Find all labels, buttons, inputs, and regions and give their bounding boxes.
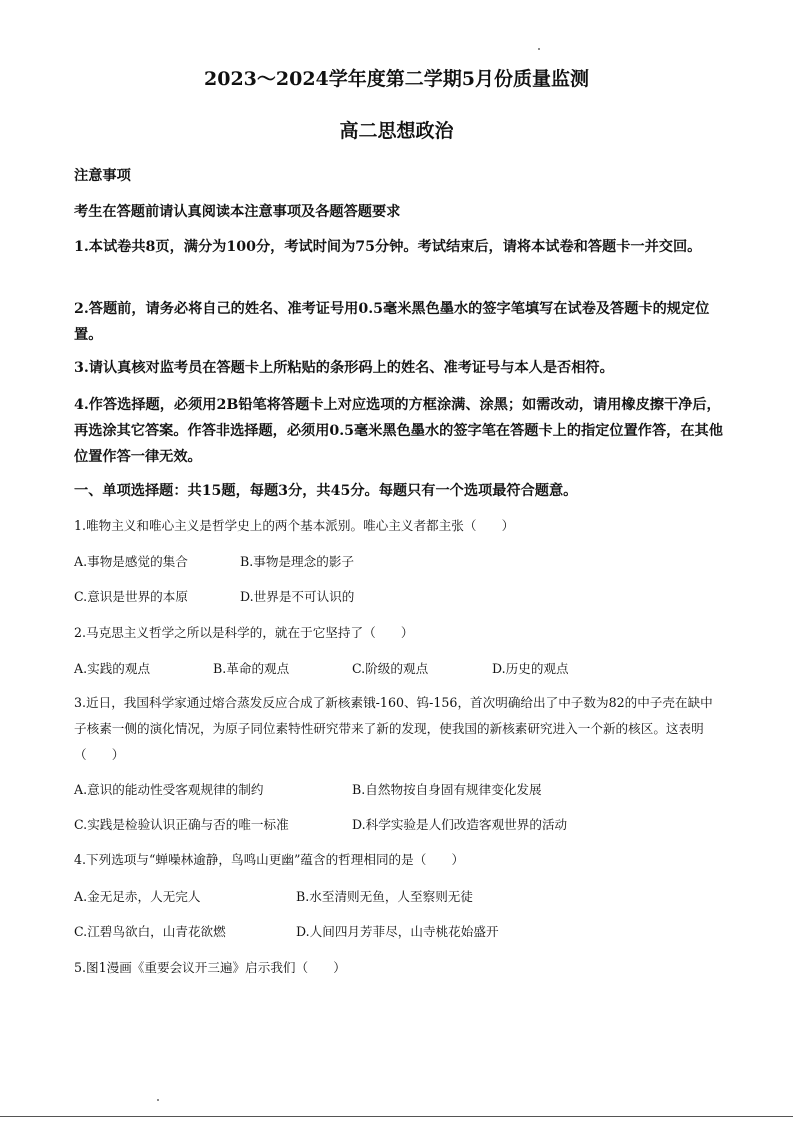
question-4-stem: 4.下列选项与“蝉噪林逾静，鸟鸣山更幽”蕴含的哲理相同的是（ ） bbox=[74, 852, 465, 867]
question-3-option-b: B.自然物按自身固有规律变化发展 bbox=[352, 782, 542, 797]
question-2-option-b: B.革命的观点 bbox=[213, 661, 290, 676]
question-3-stem: 3.近日，我国科学家通过熔合蒸发反应合成了新核素锇-160、钨-156，首次明确给出了中子数为82的中子壳在缺中子核素一侧的演化情况，为原子同位素特性研究带来了新的发现，使我国的新核素研究进入一个新的核区。这表明（ ） bbox=[74, 695, 713, 762]
question-4-option-d: D.人间四月芳菲尽，山寺桃花始盛开 bbox=[296, 924, 499, 939]
notice-item-4: 4.作答选择题，必须用2B铅笔将答题卡上对应选项的方框涂满、涂黑；如需改动，请用橡皮擦干净后，再选涂其它答案。作答非选择题，必须用0.5毫米黑色墨水的签字笔在答题卡上的指定位置作答，在其他位置作答一律无效。 bbox=[74, 397, 723, 465]
question-1-option-a: A.事物是感觉的集合 bbox=[74, 554, 188, 569]
notice-heading: 注意事项 bbox=[74, 168, 131, 184]
question-2-option-c: C.阶级的观点 bbox=[352, 661, 429, 676]
scan-dot bbox=[157, 1099, 159, 1101]
question-3-option-c: C.实践是检验认识正确与否的唯一标准 bbox=[74, 817, 289, 832]
question-2-option-d: D.历史的观点 bbox=[492, 661, 569, 676]
question-4-option-a: A.金无足赤，人无完人 bbox=[74, 889, 201, 904]
scan-dot bbox=[538, 48, 540, 50]
question-1-option-d: D.世界是不可认识的 bbox=[240, 589, 355, 604]
question-3-option-a: A.意识的能动性受客观规律的制约 bbox=[74, 782, 264, 797]
question-1-option-b: B.事物是理念的影子 bbox=[240, 554, 355, 569]
question-3-option-d: D.科学实验是人们改造客观世界的活动 bbox=[352, 817, 568, 832]
question-1-stem: 1.唯物主义和唯心主义是哲学史上的两个基本派别。唯心主义者都主张（ ） bbox=[74, 518, 515, 533]
question-2-option-a: A.实践的观点 bbox=[74, 661, 151, 676]
question-5-stem: 5.图1漫画《重要会议开三遍》启示我们（ ） bbox=[74, 960, 346, 975]
notice-item-1: 1.本试卷共8页，满分为100分，考试时间为75分钟。考试结束后，请将本试卷和答题卡一并交回。 bbox=[74, 239, 702, 255]
exam-subject: 高二思想政治 bbox=[339, 120, 454, 142]
question-4-option-c: C.江碧鸟欲白，山青花欲燃 bbox=[74, 924, 226, 939]
notice-item-3: 3.请认真核对监考员在答题卡上所粘贴的条形码上的姓名、准考证号与本人是否相符。 bbox=[74, 360, 614, 376]
page-bottom-rule bbox=[0, 1116, 793, 1117]
notice-intro: 考生在答题前请认真阅读本注意事项及各题答题要求 bbox=[74, 204, 401, 220]
exam-title: 2023～2024学年度第二学期5月份质量监测 bbox=[204, 68, 589, 90]
question-2-stem: 2.马克思主义哲学之所以是科学的，就在于它坚持了（ ） bbox=[74, 625, 414, 640]
question-4-option-b: B.水至清则无鱼，人至察则无徒 bbox=[296, 889, 473, 904]
notice-item-2: 2.答题前，请务必将自己的姓名、准考证号用0.5毫米黑色墨水的签字笔填写在试卷及答题卡的规定位置。 bbox=[74, 301, 710, 343]
question-1-option-c: C.意识是世界的本原 bbox=[74, 589, 188, 604]
section-heading: 一、单项选择题：共15题，每题3分，共45分。每题只有一个选项最符合题意。 bbox=[74, 483, 578, 499]
